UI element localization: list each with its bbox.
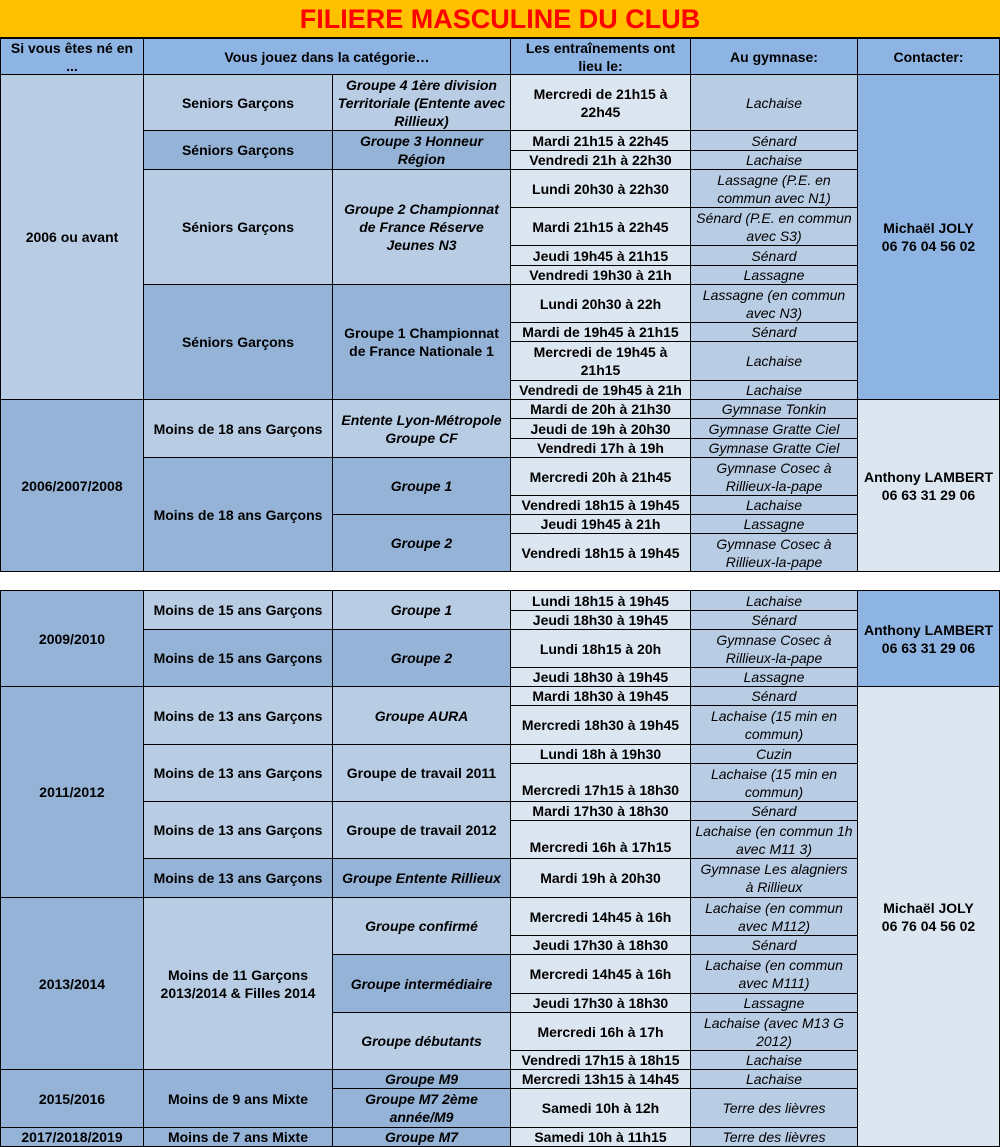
contact-cell: Michaël JOLY 06 76 04 56 02 [858, 687, 1000, 1147]
year-cell: 2009/2010 [0, 591, 144, 687]
session-gym: Sénard [691, 131, 858, 151]
session-day: Vendredi 17h à 19h [511, 439, 691, 458]
session-day: Vendredi 19h30 à 21h [511, 266, 691, 285]
session-gym: Lassagne [691, 668, 858, 687]
group-cell: Groupe 2 [333, 630, 511, 687]
session-day: Vendredi 18h15 à 19h45 [511, 534, 691, 572]
session-gym: Lachaise [691, 151, 858, 170]
session-day: Mercredi 20h à 21h45 [511, 458, 691, 496]
category-cell: Séniors Garçons [144, 131, 333, 170]
session-day: Mardi 21h15 à 22h45 [511, 208, 691, 246]
session-gym: Lachaise (avec M13 G 2012) [691, 1013, 858, 1051]
category-cell: Moins de 13 ans Garçons [144, 745, 333, 802]
session-day: Mercredi 18h30 à 19h45 [511, 706, 691, 745]
category-cell: Seniors Garçons [144, 75, 333, 131]
session-gym: Gymnase Tonkin [691, 400, 858, 419]
contact-cell: Michaël JOLY 06 76 04 56 02 [858, 75, 1000, 400]
session-gym: Sénard [691, 802, 858, 821]
session-day: Mercredi 16h à 17h15 [511, 821, 691, 859]
session-day: Mercredi de 21h15 à 22h45 [511, 75, 691, 131]
session-day: Jeudi 18h30 à 19h45 [511, 668, 691, 687]
session-gym: Lachaise [691, 75, 858, 131]
group-cell: Groupe Entente Rillieux [333, 859, 511, 898]
session-gym: Lassagne [691, 994, 858, 1013]
session-gym: Sénard [691, 611, 858, 630]
category-cell: Moins de 9 ans Mixte [144, 1070, 333, 1128]
group-cell: Groupe 1 [333, 591, 511, 630]
session-gym: Lachaise (en commun 1h avec M11 3) [691, 821, 858, 859]
group-cell: Entente Lyon-Métropole Groupe CF [333, 400, 511, 458]
category-cell: Moins de 7 ans Mixte [144, 1128, 333, 1147]
session-gym: Gymnase Cosec à Rillieux-la-pape [691, 458, 858, 496]
category-cell: Moins de 15 ans Garçons [144, 630, 333, 687]
category-cell: Moins de 11 Garçons 2013/2014 & Filles 2014 [144, 898, 333, 1070]
session-gym: Lachaise (en commun avec M112) [691, 898, 858, 936]
session-day: Lundi 18h15 à 19h45 [511, 591, 691, 611]
session-day: Mardi 17h30 à 18h30 [511, 802, 691, 821]
session-day: Mardi de 20h à 21h30 [511, 400, 691, 419]
group-cell: Groupe M7 2ème année/M9 [333, 1089, 511, 1128]
category-cell: Moins de 13 ans Garçons [144, 687, 333, 745]
category-cell: Moins de 13 ans Garçons [144, 802, 333, 859]
session-day: Mercredi 14h45 à 16h [511, 898, 691, 936]
header-contact: Contacter: [858, 38, 1000, 75]
schedule-table [0, 38, 1000, 1147]
session-gym: Lassagne (P.E. en commun avec N1) [691, 170, 858, 208]
session-gym: Lassagne [691, 515, 858, 534]
page-title: FILIERE MASCULINE DU CLUB [0, 0, 1000, 38]
session-day: Vendredi 17h15 à 18h15 [511, 1051, 691, 1070]
session-gym: Sénard (P.E. en commun avec S3) [691, 208, 858, 246]
group-cell: Groupe de travail 2011 [333, 745, 511, 802]
year-cell: 2013/2014 [0, 898, 144, 1070]
session-day: Mardi 21h15 à 22h45 [511, 131, 691, 151]
group-cell: Groupe 1 [333, 458, 511, 515]
session-gym: Lachaise [691, 1070, 858, 1089]
session-day: Mardi 19h à 20h30 [511, 859, 691, 898]
header-category: Vous jouez dans la catégorie… [144, 38, 511, 75]
year-cell: 2017/2018/2019 [0, 1128, 144, 1147]
session-day: Mercredi 13h15 à 14h45 [511, 1070, 691, 1089]
category-cell: Séniors Garçons [144, 285, 333, 400]
session-gym: Gymnase Gratte Ciel [691, 439, 858, 458]
header-gym: Au gymnase: [691, 38, 858, 75]
session-day: Lundi 20h30 à 22h30 [511, 170, 691, 208]
category-cell: Moins de 15 ans Garçons [144, 591, 333, 630]
session-day: Vendredi de 19h45 à 21h [511, 381, 691, 400]
session-gym: Sénard [691, 246, 858, 266]
session-gym: Terre des lièvres [691, 1089, 858, 1128]
session-gym: Lachaise [691, 381, 858, 400]
session-gym: Lassagne (en commun avec N3) [691, 285, 858, 323]
session-gym: Lachaise [691, 1051, 858, 1070]
session-gym: Gymnase Les alagniers à Rillieux [691, 859, 858, 898]
session-day: Mercredi 16h à 17h [511, 1013, 691, 1051]
session-day: Lundi 18h à 19h30 [511, 745, 691, 764]
session-gym: Lachaise [691, 342, 858, 381]
session-gym: Lachaise (15 min en commun) [691, 764, 858, 802]
session-gym: Lachaise (en commun avec M111) [691, 955, 858, 994]
contact-cell: Anthony LAMBERT 06 63 31 29 06 [858, 400, 1000, 572]
header-born: Si vous êtes né en ... [0, 38, 144, 75]
session-day: Jeudi 19h45 à 21h15 [511, 246, 691, 266]
session-day: Jeudi 17h30 à 18h30 [511, 994, 691, 1013]
group-cell: Groupe 3 Honneur Région [333, 131, 511, 170]
session-gym: Lachaise [691, 591, 858, 611]
category-cell: Séniors Garçons [144, 170, 333, 285]
session-day: Mardi 18h30 à 19h45 [511, 687, 691, 706]
group-cell: Groupe confirmé [333, 898, 511, 955]
session-gym: Sénard [691, 687, 858, 706]
group-cell: Groupe 4 1ère division Territoriale (Entente avec Rillieux) [333, 75, 511, 131]
session-gym: Lachaise (15 min en commun) [691, 706, 858, 745]
year-cell: 2015/2016 [0, 1070, 144, 1128]
session-day: Lundi 20h30 à 22h [511, 285, 691, 323]
session-gym: Gymnase Cosec à Rillieux-la-pape [691, 630, 858, 668]
session-day: Mercredi 14h45 à 16h [511, 955, 691, 994]
session-gym: Cuzin [691, 745, 858, 764]
session-day: Mardi de 19h45 à 21h15 [511, 323, 691, 342]
session-day: Jeudi 19h45 à 21h [511, 515, 691, 534]
category-cell: Moins de 13 ans Garçons [144, 859, 333, 898]
spacer-row [0, 572, 1000, 591]
session-day: Vendredi 21h à 22h30 [511, 151, 691, 170]
year-cell: 2011/2012 [0, 687, 144, 898]
group-cell: Groupe 2 Championnat de France Réserve Jeunes N3 [333, 170, 511, 285]
category-cell: Moins de 18 ans Garçons [144, 400, 333, 458]
session-gym: Gymnase Cosec à Rillieux-la-pape [691, 534, 858, 572]
group-cell: Groupe de travail 2012 [333, 802, 511, 859]
category-cell: Moins de 18 ans Garçons [144, 458, 333, 572]
group-cell: Groupe AURA [333, 687, 511, 745]
session-day: Vendredi 18h15 à 19h45 [511, 496, 691, 515]
year-cell: 2006/2007/2008 [0, 400, 144, 572]
session-gym: Gymnase Gratte Ciel [691, 419, 858, 439]
group-cell: Groupe M9 [333, 1070, 511, 1089]
session-day: Samedi 10h à 11h15 [511, 1128, 691, 1147]
group-cell: Groupe M7 [333, 1128, 511, 1147]
contact-cell: Anthony LAMBERT 06 63 31 29 06 [858, 591, 1000, 687]
session-gym: Lassagne [691, 266, 858, 285]
session-day: Jeudi 18h30 à 19h45 [511, 611, 691, 630]
session-gym: Sénard [691, 936, 858, 955]
session-gym: Sénard [691, 323, 858, 342]
group-cell: Groupe 1 Championnat de France Nationale 1 [333, 285, 511, 400]
session-gym: Terre des lièvres [691, 1128, 858, 1147]
session-day: Jeudi de 19h à 20h30 [511, 419, 691, 439]
session-gym: Lachaise [691, 496, 858, 515]
session-day: Lundi 18h15 à 20h [511, 630, 691, 668]
session-day: Samedi 10h à 12h [511, 1089, 691, 1128]
year-cell: 2006 ou avant [0, 75, 144, 400]
header-training: Les entraînements ont lieu le: [511, 38, 691, 75]
session-day: Mercredi de 19h45 à 21h15 [511, 342, 691, 381]
group-cell: Groupe débutants [333, 1013, 511, 1070]
session-day: Mercredi 17h15 à 18h30 [511, 764, 691, 802]
session-day: Jeudi 17h30 à 18h30 [511, 936, 691, 955]
group-cell: Groupe 2 [333, 515, 511, 572]
group-cell: Groupe intermédiaire [333, 955, 511, 1013]
